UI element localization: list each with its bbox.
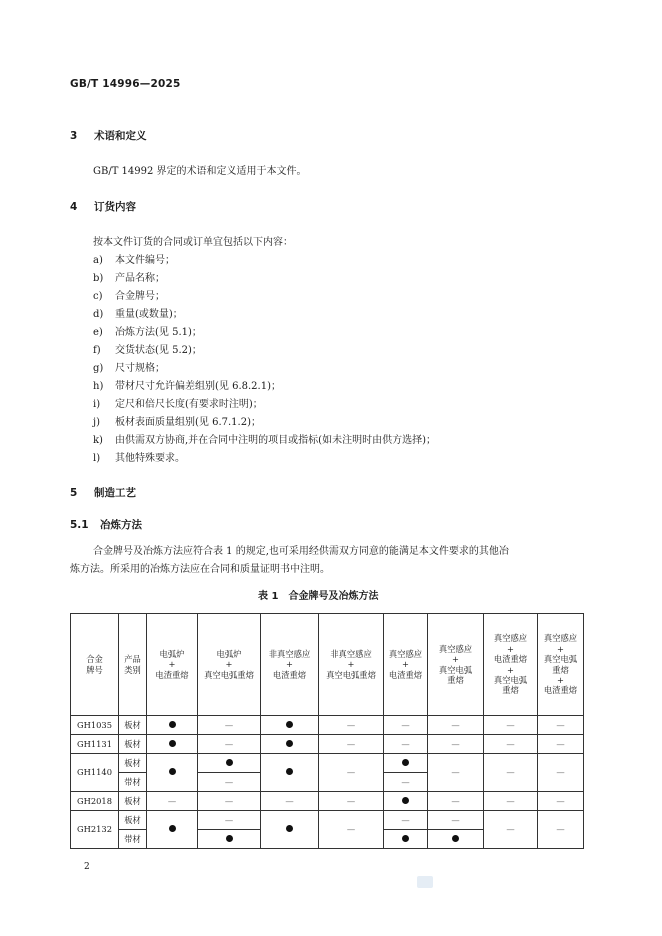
- document-id: GB/T 14996—2025: [70, 78, 181, 90]
- applicable-dot: [452, 835, 459, 842]
- section-4-number: 4: [70, 201, 78, 213]
- applicable-dot: [169, 740, 176, 747]
- list-item-mark: g): [93, 363, 104, 374]
- list-item: [93, 359, 165, 374]
- list-item-text: 本文件编号；: [115, 255, 175, 266]
- not-applicable-dash: —: [538, 716, 584, 735]
- list-item: [93, 305, 183, 320]
- not-applicable-dash: —: [538, 754, 584, 792]
- not-applicable-dash: —: [198, 773, 261, 792]
- section-3-number: 3: [70, 130, 78, 142]
- list-item-text: 合金牌号；: [115, 291, 165, 302]
- list-item-mark: c): [93, 291, 103, 302]
- section-5-1-heading: [70, 517, 142, 532]
- page-number: 2: [84, 862, 90, 872]
- list-item-text: 尺寸规格；: [115, 363, 165, 374]
- table-row: [71, 716, 584, 735]
- category-cell: 带材: [119, 830, 147, 849]
- table-row: [71, 735, 584, 754]
- applicable-dot: [226, 835, 233, 842]
- list-item: [93, 413, 261, 428]
- watermark-stamp: [417, 876, 433, 888]
- table-row: [71, 811, 584, 830]
- not-applicable-dash: —: [428, 735, 484, 754]
- not-applicable-dash: —: [384, 811, 428, 830]
- section-3-text: GB/T 14992 界定的术语和定义适用于本文件。: [93, 166, 307, 177]
- not-applicable-dash: —: [484, 811, 538, 849]
- not-applicable-dash: —: [538, 735, 584, 754]
- applicable-dot: [286, 740, 293, 747]
- list-item-text: 带材尺寸允许偏差组别(见 6.8.2.1)；: [115, 381, 281, 392]
- applicable-dot: [402, 835, 409, 842]
- alloy-table: [70, 613, 584, 849]
- list-item-text: 板材表面质量组别(见 6.7.1.2)；: [115, 417, 261, 428]
- section-5-1-text-line2: 炼方法。所采用的冶炼方法应在合同和质量证明书中注明。: [70, 564, 330, 575]
- not-applicable-dash: —: [538, 792, 584, 811]
- applicable-dot: [169, 825, 176, 832]
- list-item: [93, 251, 175, 266]
- table-caption: 表 1 合金牌号及冶炼方法: [258, 591, 379, 602]
- applicable-dot: [286, 721, 293, 728]
- grade-cell: GH2018: [71, 792, 119, 811]
- table-row: [71, 792, 584, 811]
- header-grade: 合金 牌号: [71, 614, 119, 716]
- list-item-text: 定尺和倍尺长度(有要求时注明)；: [115, 399, 263, 410]
- list-item-text: 冶炼方法(见 5.1)；: [115, 327, 202, 338]
- not-applicable-dash: —: [319, 716, 384, 735]
- applicable-dot: [169, 721, 176, 728]
- applicable-dot: [402, 759, 409, 766]
- section-3-heading: [70, 128, 147, 143]
- section-4-title: 订货内容: [94, 201, 136, 213]
- not-applicable-dash: —: [384, 773, 428, 792]
- category-cell: 板材: [119, 792, 147, 811]
- header-method-4: 非真空感应 + 真空电弧重熔: [319, 614, 384, 716]
- list-item-mark: b): [93, 273, 104, 284]
- applicable-dot: [286, 768, 293, 775]
- category-cell: 板材: [119, 716, 147, 735]
- list-item-text: 产品名称；: [115, 273, 165, 284]
- not-applicable-dash: —: [428, 754, 484, 792]
- header-method-5: 真空感应 + 电渣重熔: [384, 614, 428, 716]
- section-5-number: 5: [70, 487, 78, 499]
- not-applicable-dash: —: [484, 716, 538, 735]
- list-item-mark: j): [93, 417, 101, 428]
- applicable-dot: [286, 825, 293, 832]
- list-item: [93, 449, 185, 464]
- not-applicable-dash: —: [538, 811, 584, 849]
- grade-cell: GH1140: [71, 754, 119, 792]
- list-item: [93, 377, 281, 392]
- header-method-8: 真空感应 + 真空电弧 重熔 + 电渣重熔: [538, 614, 584, 716]
- list-item-mark: d): [93, 309, 104, 320]
- category-cell: 板材: [119, 735, 147, 754]
- section-5-heading: [70, 485, 136, 500]
- header-method-6: 真空感应 + 真空电弧 重熔: [428, 614, 484, 716]
- header-method-3: 非真空感应 + 电渣重熔: [261, 614, 319, 716]
- grade-cell: GH1131: [71, 735, 119, 754]
- header-category: 产品 类别: [119, 614, 147, 716]
- not-applicable-dash: —: [198, 792, 261, 811]
- not-applicable-dash: —: [319, 811, 384, 849]
- list-item: [93, 431, 436, 446]
- section-5-1-number: 5.1: [70, 519, 89, 531]
- section-5-title: 制造工艺: [94, 487, 136, 499]
- section-5-1-title: 冶炼方法: [100, 519, 142, 531]
- list-item-mark: h): [93, 381, 104, 392]
- not-applicable-dash: —: [198, 735, 261, 754]
- list-item: [93, 395, 263, 410]
- not-applicable-dash: —: [319, 792, 384, 811]
- section-4-intro: 按本文件订货的合同或订单宜包括以下内容：: [93, 237, 293, 248]
- not-applicable-dash: —: [198, 811, 261, 830]
- list-item-text: 重量(或数量)；: [115, 309, 183, 320]
- list-item-mark: f): [93, 345, 101, 356]
- not-applicable-dash: —: [147, 792, 198, 811]
- not-applicable-dash: —: [484, 792, 538, 811]
- table-header-row: [71, 614, 584, 716]
- not-applicable-dash: —: [384, 716, 428, 735]
- list-item-mark: e): [93, 327, 103, 338]
- applicable-dot: [402, 797, 409, 804]
- applicable-dot: [226, 759, 233, 766]
- section-4-heading: [70, 199, 136, 214]
- list-item: [93, 287, 165, 302]
- list-item-mark: a): [93, 255, 103, 266]
- list-item-mark: l): [93, 453, 101, 464]
- section-3-title: 术语和定义: [94, 130, 147, 142]
- not-applicable-dash: —: [198, 716, 261, 735]
- section-5-1-text-line1: 合金牌号及冶炼方法应符合表 1 的规定,也可采用经供需双方同意的能满足本文件要求的其他冶: [93, 546, 509, 557]
- list-item: [93, 341, 202, 356]
- list-item: [93, 269, 165, 284]
- header-method-2: 电弧炉 + 真空电弧重熔: [198, 614, 261, 716]
- list-item-mark: i): [93, 399, 101, 410]
- list-item-mark: k): [93, 435, 103, 446]
- category-cell: 板材: [119, 754, 147, 773]
- applicable-dot: [169, 768, 176, 775]
- not-applicable-dash: —: [384, 735, 428, 754]
- not-applicable-dash: —: [428, 811, 484, 830]
- not-applicable-dash: —: [319, 735, 384, 754]
- not-applicable-dash: —: [319, 754, 384, 792]
- grade-cell: GH2132: [71, 811, 119, 849]
- list-item-text: 由供需双方协商,并在合同中注明的项目或指标(如未注明时由供方选择)；: [115, 435, 436, 446]
- not-applicable-dash: —: [428, 716, 484, 735]
- header-method-7: 真空感应 + 电渣重熔 + 真空电弧 重熔: [484, 614, 538, 716]
- not-applicable-dash: —: [261, 792, 319, 811]
- category-cell: 带材: [119, 773, 147, 792]
- category-cell: 板材: [119, 811, 147, 830]
- grade-cell: GH1035: [71, 716, 119, 735]
- not-applicable-dash: —: [428, 792, 484, 811]
- list-item-text: 交货状态(见 5.2)；: [115, 345, 202, 356]
- not-applicable-dash: —: [484, 735, 538, 754]
- not-applicable-dash: —: [484, 754, 538, 792]
- table-row: [71, 754, 584, 773]
- list-item: [93, 323, 202, 338]
- header-method-1: 电弧炉 + 电渣重熔: [147, 614, 198, 716]
- list-item-text: 其他特殊要求。: [115, 453, 185, 464]
